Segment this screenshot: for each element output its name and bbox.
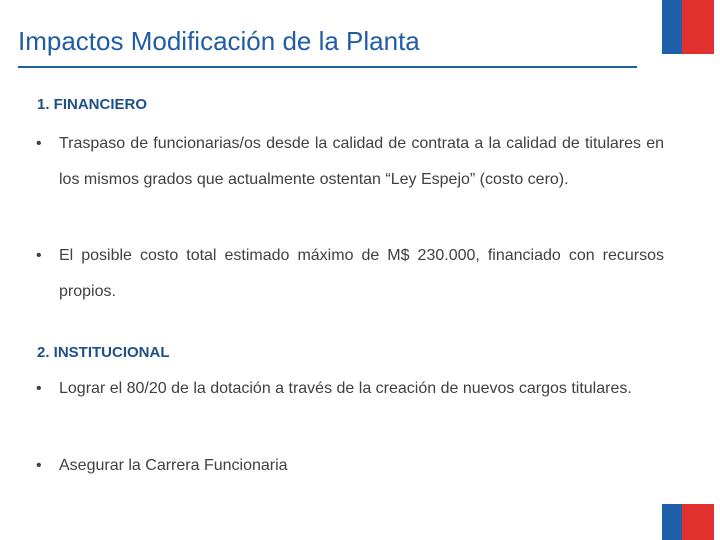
bullet-icon: • (36, 135, 42, 152)
section-heading-financiero: 1. FINANCIERO (37, 96, 148, 113)
bullet-text: Asegurar la Carrera Funcionaria (59, 457, 288, 474)
bullet-text: Traspaso de funcionarias/os desde la calidad de contrata a la calidad de titulares en los mismos grados que actualmente ostentan “Ley Espejo” (costo cero). (59, 135, 664, 188)
flag-red-stripe (682, 0, 714, 54)
bullet-item (36, 448, 664, 484)
bullet-icon: • (36, 380, 42, 397)
bullet-item (36, 371, 664, 407)
flag-blue-stripe (662, 0, 682, 54)
bullet-icon: • (36, 457, 42, 474)
flag-stripe-top (662, 0, 714, 54)
flag-stripe-bottom (662, 504, 714, 540)
slide-title: Impactos Modificación de la Planta (18, 26, 420, 56)
bullet-text: El posible costo total estimado máximo de M$ 230.000, financiado con recursos propios. (59, 247, 664, 300)
title-underline (18, 66, 637, 68)
section-heading-institucional: 2. INSTITUCIONAL (37, 344, 170, 361)
flag-blue-stripe (662, 504, 682, 540)
flag-red-stripe (682, 504, 714, 540)
bullet-text: Lograr el 80/20 de la dotación a través de la creación de nuevos cargos titulares. (59, 380, 632, 397)
bullet-item (36, 238, 664, 310)
bullet-item (36, 126, 664, 198)
bullet-icon: • (36, 247, 42, 264)
